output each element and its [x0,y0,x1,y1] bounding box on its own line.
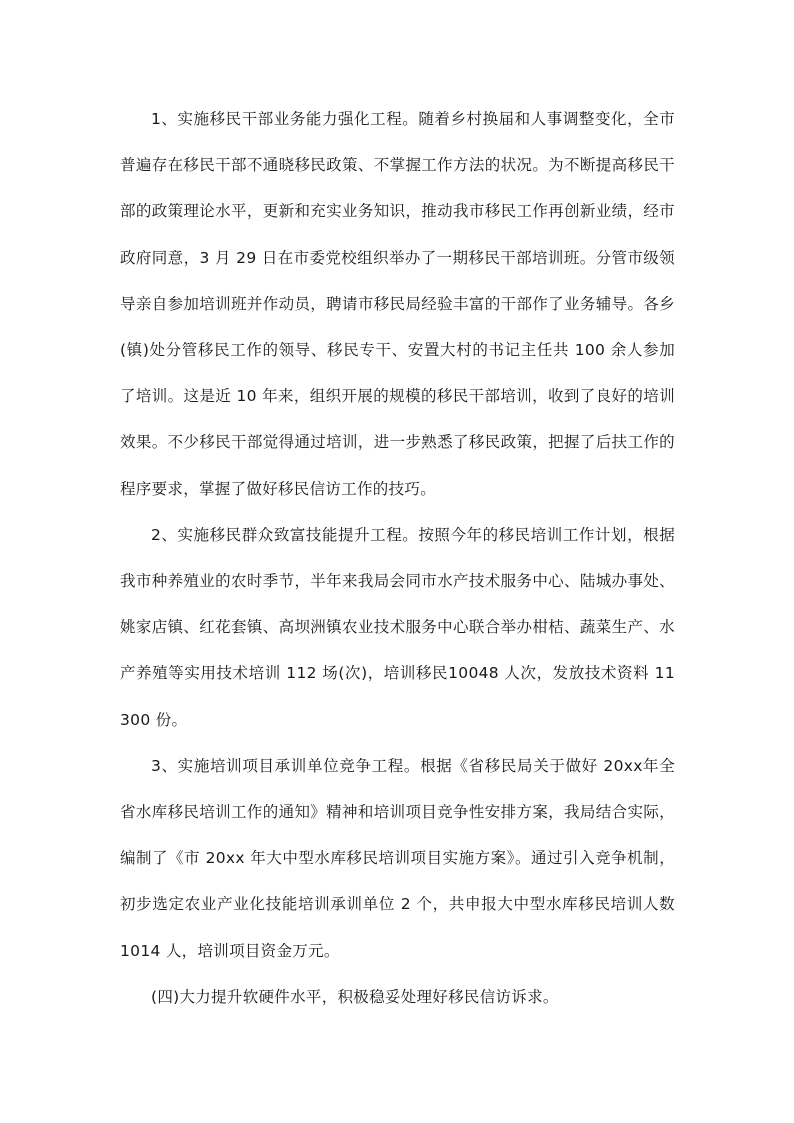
paragraph-3: 3、实施培训项目承训单位竞争工程。根据《省移民局关于做好 20xx年全省水库移民培训工作的通知》精神和培训项目竞争性安排方案，我局结合实际，编制了《市 20xx 年大中型水库移民培训项目实施方案》。通过引入竞争机制，初步选定农业产业化技能培训承训单位 2 个，共申报大中型水库移民培训人数 1014 人，培训项目资金万元。 [120,756,675,960]
paragraph-4: (四)大力提升软硬件水平，积极稳妥处理好移民信访诉求。 [151,987,559,1006]
document-body [120,96,675,1020]
paragraph-2: 2、实施移民群众致富技能提升工程。按照今年的移民培训工作计划，根据我市种养殖业的农时季节，半年来我局会同市水产技术服务中心、陆城办事处、姚家店镇、红花套镇、高坝洲镇农业技术服务中心联合举办柑桔、蔬菜生产、水产养殖等实用技术培训 112 场(次)，培训移民10048 人次，发放技术资料 11300 份。 [120,525,675,729]
paragraph-1: 1、实施移民干部业务能力强化工程。随着乡村换届和人事调整变化，全市普遍存在移民干部不通晓移民政策、不掌握工作方法的状况。为不断提高移民干部的政策理论水平，更新和充实业务知识，推动我市移民工作再创新业绩，经市政府同意，3 月 29 日在市委党校组织举办了一期移民干部培训班。分管市级领导亲自参加培训班并作动员，聘请市移民局经验丰富的干部作了业务辅导。各乡(镇)处分管移民工作的领导、移民专干、安置大村的书记主任共 100 余人参加了培训。这是近 10 年来，组织开展的规模的移民干部培训，收到了良好的培训效果。不少移民干部觉得通过培训，进一步熟悉了移民政策，把握了后扶工作的程序要求，掌握了做好移民信访工作的技巧。 [120,110,675,498]
